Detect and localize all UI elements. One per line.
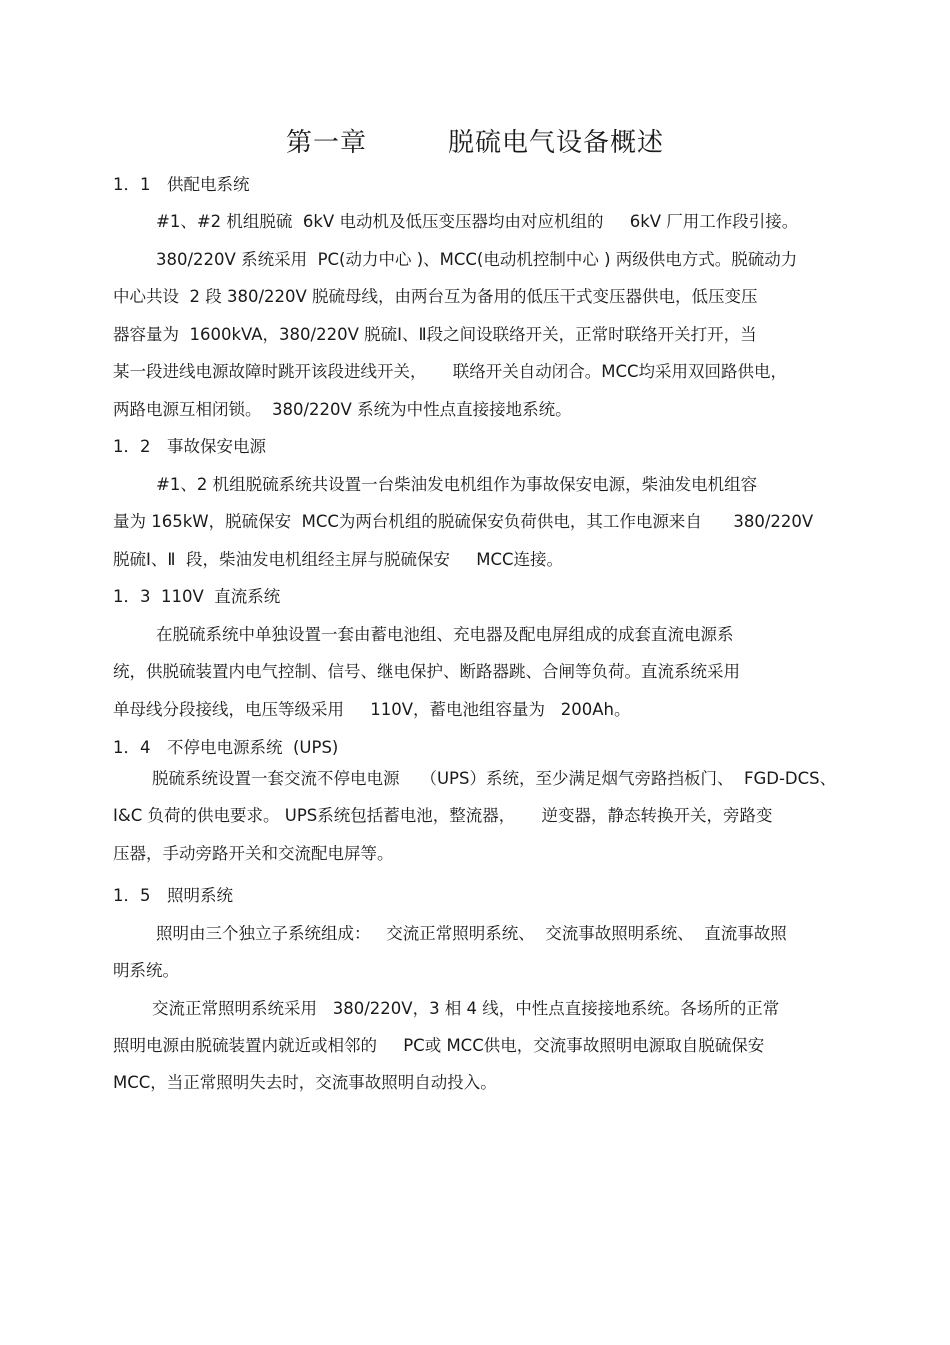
paragraph-line: 380/220V 系统采用 PC(动力中心 )、MCC(电动机控制中心 ) 两级供电方式。脱硫动力 xyxy=(156,250,798,269)
paragraph-line: 统，供脱硫装置内电气控制、信号、继电保护、断路器跳、合闸等负荷。直流系统采用 xyxy=(113,662,740,681)
paragraph-line: 两路电源互相闭锁。 380/220V 系统为中性点直接接地系统。 xyxy=(113,400,572,419)
paragraph-line: 某一段进线电源故障时跳开该段进线开关， 联络开关自动闭合。MCC均采用双回路供电， xyxy=(113,362,788,381)
section-heading: 1．1 供配电系统 xyxy=(113,175,250,194)
section-heading: 1．4 不停电电源系统 (UPS) xyxy=(113,738,339,757)
paragraph-line: 交流正常照明系统采用 380/220V，3 相 4 线，中性点直接接地系统。各场所的正常 xyxy=(152,999,780,1018)
paragraph-line: #1、#2 机组脱硫 6kV 电动机及低压变压器均由对应机组的 6kV 厂用工作段引接。 xyxy=(156,212,799,231)
paragraph-line: 脱硫系统设置一套交流不停电电源 （UPS）系统，至少满足烟气旁路挡板门、 FGD-DCS、 xyxy=(152,769,837,788)
paragraph-line: 照明由三个独立子系统组成： 交流正常照明系统、 交流事故照明系统、 直流事故照 xyxy=(156,924,787,943)
paragraph-line: 照明电源由脱硫装置内就近或相邻的 PC或 MCC供电，交流事故照明电源取自脱硫保安 xyxy=(113,1036,765,1055)
paragraph-line: 在脱硫系统中单独设置一套由蓄电池组、充电器及配电屏组成的成套直流电源系 xyxy=(156,625,734,644)
paragraph-line: 器容量为 1600kVA，380/220V 脱硫Ⅰ、Ⅱ段之间设联络开关，正常时联络开关打开，当 xyxy=(113,325,757,344)
page-title: 第一章 脱硫电气设备概述 xyxy=(285,128,664,158)
paragraph-line: 明系统。 xyxy=(113,961,179,980)
paragraph-line: MCC，当正常照明失去时，交流事故照明自动投入。 xyxy=(113,1073,497,1092)
section-heading: 1．3 110V 直流系统 xyxy=(113,587,281,606)
paragraph-line: 脱硫Ⅰ、Ⅱ 段，柴油发电机组经主屏与脱硫保安 MCC连接。 xyxy=(113,550,563,569)
section-heading: 1．2 事故保安电源 xyxy=(113,437,266,456)
paragraph-line: 压器，手动旁路开关和交流配电屏等。 xyxy=(113,844,394,863)
paragraph-line: 量为 165kW，脱硫保安 MCC为两台机组的脱硫保安负荷供电，其工作电源来自 380/220V xyxy=(113,512,814,531)
paragraph-line: I&C 负荷的供电要求。 UPS系统包括蓄电池，整流器， 逆变器，静态转换开关，旁路变 xyxy=(113,806,773,825)
section-heading: 1．5 照明系统 xyxy=(113,886,233,905)
paragraph-line: 中心共设 2 段 380/220V 脱硫母线，由两台互为备用的低压干式变压器供电，低压变压 xyxy=(113,287,758,306)
paragraph-line: #1、2 机组脱硫系统共设置一台柴油发电机组作为事故保安电源，柴油发电机组容 xyxy=(156,475,758,494)
paragraph-line: 单母线分段接线，电压等级采用 110V，蓄电池组容量为 200Ah。 xyxy=(113,700,631,719)
